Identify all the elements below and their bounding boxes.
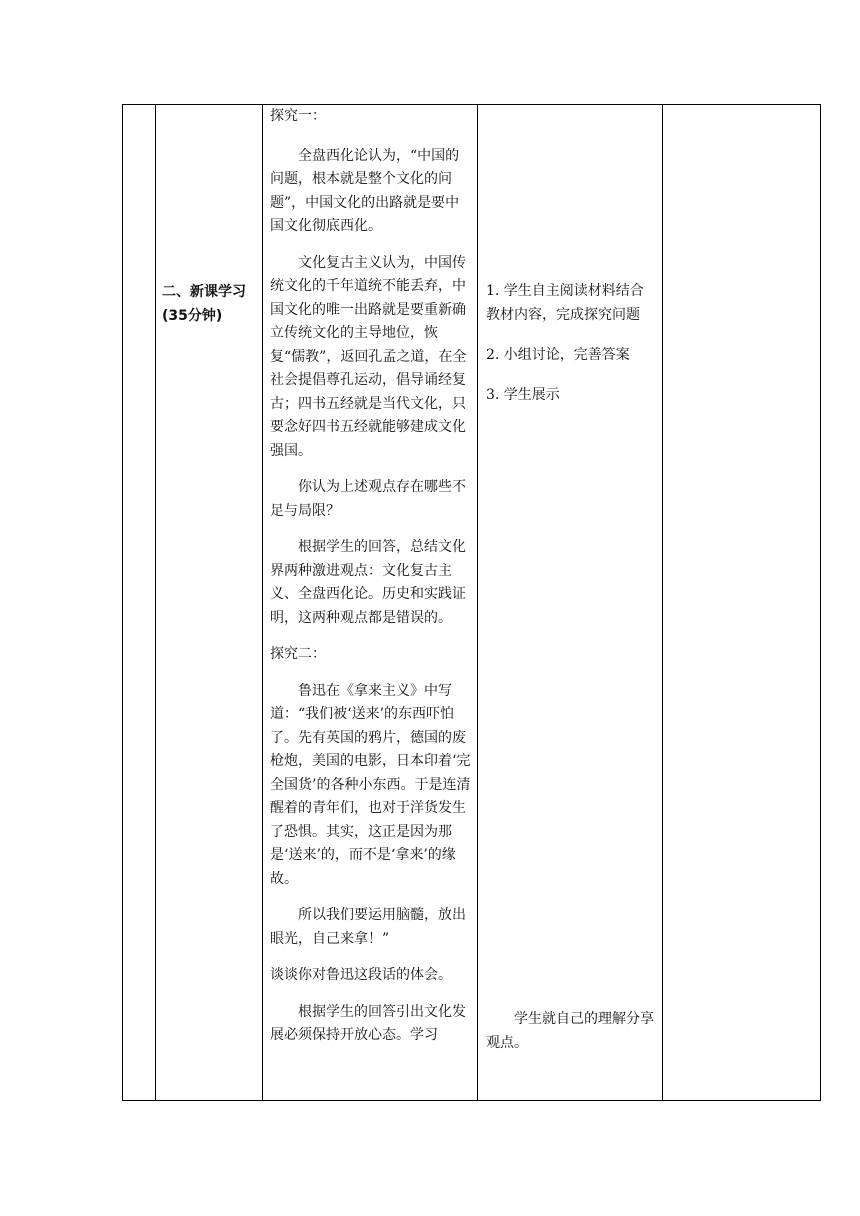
lesson-plan-table <box>122 104 821 1101</box>
student-item-2: 2. 小组讨论，完善答案 <box>486 347 630 363</box>
explore1-summary: 根据学生的回答，总结文化界两种激进观点：文化复古主义、全盘西化论。历史和实践证明，这两种观点都是错误的。 <box>270 539 466 626</box>
explore2-title: 探究二： <box>270 646 326 662</box>
student-share: 学生就自己的理解分享观点。 <box>486 1011 654 1051</box>
student-item-1: 1. 学生自主阅读材料结合教材内容，完成探究问题 <box>486 283 644 323</box>
explore1-question: 你认为上述观点存在哪些不足与局限？ <box>270 479 466 519</box>
explore1-paragraph-1: 全盘西化论认为，“中国的问题，根本就是整个文化的问题”，中国文化的出路就是要中国文化彻底西化。 <box>270 147 460 234</box>
teacher-activity-cell <box>263 105 477 1100</box>
student-activity-cell <box>478 105 662 1100</box>
index-cell <box>123 105 155 1100</box>
explore2-paragraph-2: 所以我们要运用脑髓，放出眼光，自己来拿！” <box>270 907 466 947</box>
explore2-question: 谈谈你对鲁迅这段话的体会。 <box>270 967 452 983</box>
stage-title: 二、新课学习 <box>162 284 246 300</box>
explore2-paragraph-1: 鲁迅在《拿来主义》中写道：“我们被‘送来’的东西吓怕了。先有英国的鸦片，德国的废枪炮，美国的电影，日本印着‘完全国货’的各种小东西。于是连清醒着的青年们，也对于洋货发生了恐惧。其实，这正是因为那是‘送来’的，而不是‘拿来’的缘故。 <box>270 682 471 887</box>
stage-duration: (35分钟) <box>162 308 223 324</box>
explore2-summary: 根据学生的回答引出文化发展必须保持开放心态。学习 <box>270 1003 466 1043</box>
explore1-paragraph-2: 文化复古主义认为，中国传统文化的千年道统不能丢弃，中国文化的唯一出路就是要重新确立传统文化的主导地位，恢复“儒教”，返回孔孟之道，在全社会提倡尊孔运动，倡导诵经复古；四书五经就是当代文化，只要念好四书五经就能够建成文化强国。 <box>270 254 467 459</box>
explore1-title: 探究一： <box>270 108 326 124</box>
design-intent-cell <box>663 105 820 1100</box>
stage-cell <box>156 105 262 1100</box>
student-item-3: 3. 学生展示 <box>486 387 560 403</box>
